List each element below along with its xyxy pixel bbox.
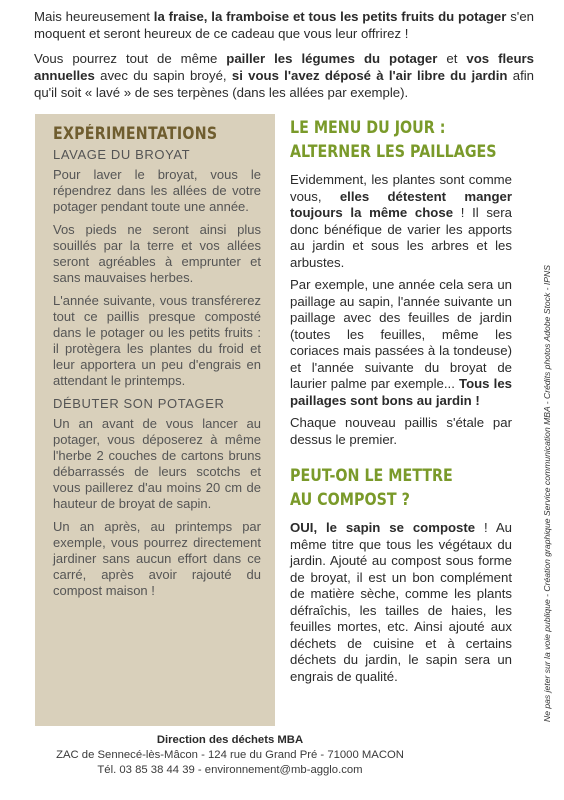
compost-paragraph-1: OUI, le sapin se composte ! Au même titre que tous les végétaux du jardin. Ajouté au compost sous forme de broyat, il est un bon complément de matière sèche, comme les plants défraîchis, les tailles de haies, les feuilles mortes, etc. Ainsi ajouté aux déchets de cuisine et à certains déchets du jardin, le sapin sera un engrais de qualité. xyxy=(290,520,512,684)
compost-title-line-1: PEUT-ON LE METTRE xyxy=(290,466,453,486)
compost-title-line-2: AU COMPOST ? xyxy=(290,490,410,510)
menu-title-line-1: LE MENU DU JOUR : xyxy=(290,118,446,138)
menu-heading xyxy=(290,116,512,164)
garden-start-paragraph-1: Un an avant de vous lancer au potager, vous déposerez à même l'herbe 2 couches de cartons bruns débarrassés de leurs scotchs et vous paillerez d'au moins 20 cm de hauteur de broyat de sapin. xyxy=(53,416,261,511)
intro-section xyxy=(34,8,534,109)
menu-paragraph-3: Chaque nouveau paillis s'étale par dessus le premier. xyxy=(290,415,512,447)
washing-paragraph-1: Pour laver le broyat, vous le répendrez dans les allées de votre potager pendant toute une année. xyxy=(53,167,261,214)
intro-paragraph-2: Vous pourrez tout de même pailler les légumes du potager et vos fleurs annuelles avec du sapin broyé, si vous l'avez déposé à l'air libre du jardin afin qu'il soit « lavé » de ses terpènes (dans les allées par exemple). xyxy=(34,51,535,100)
menu-paragraph-2: Par exemple, une année cela sera un paillage au sapin, l'année suivante un paillage avec des feuilles de jardin (toutes les feuilles, même les coriaces mais passées à la tondeuse) et l'année suivante du broyat de laurier palme par exemple... Tous les paillages sont bons au jardin ! xyxy=(290,277,512,408)
vertical-credits: Ne pas jeter sur la voie publique - Création graphique Service communication MBA - Crédits photos Adobe Stock - IPNS xyxy=(542,265,552,722)
experiments-box xyxy=(35,114,275,726)
washing-paragraph-2: Vos pieds ne seront ainsi plus souillés par la terre et vos allées seront agréables à emprunter et sans mauvaises herbes. xyxy=(53,222,261,285)
garden-start-subtitle: DÉBUTER SON POTAGER xyxy=(53,396,225,411)
garden-start-paragraph-2: Un an après, au printemps par exemple, vous pourrez directement jardiner sans aucun effort dans ce carré, après avoir rajouté du compost maison ! xyxy=(53,519,261,598)
compost-heading xyxy=(290,464,512,512)
intro-paragraph-1: Mais heureusement la fraise, la framboise et tous les petits fruits du potager s'en moquent et seront heureux de ce cadeau que vous leur offrirez ! xyxy=(34,9,534,41)
menu-title-line-2: ALTERNER LES PAILLAGES xyxy=(290,142,497,162)
footer xyxy=(50,733,410,778)
footer-address: ZAC de Sennecé-lès-Mâcon - 124 rue du Grand Pré - 71000 MACON xyxy=(56,749,404,761)
menu-paragraph-1: Evidemment, les plantes sont comme vous, elles détestent manger toujours la même chose ! Il sera donc bénéfique de varier les apports au jardin et sous les arbres et les arbustes. xyxy=(290,172,513,270)
right-column xyxy=(290,116,512,691)
footer-contact: Tél. 03 85 38 44 39 - environnement@mb-agglo.com xyxy=(97,764,363,776)
experiments-title: EXPÉRIMENTATIONS xyxy=(53,124,218,143)
washing-paragraph-3: L'année suivante, vous transférerez tout ce paillis presque composté dans le potager ou les petits fruits : il protègera les plantes du froid et leur apportera un peu d'engrais en attendant le printemps. xyxy=(53,293,261,388)
washing-subtitle: LAVAGE DU BROYAT xyxy=(53,147,191,162)
footer-organization: Direction des déchets MBA xyxy=(156,734,304,746)
